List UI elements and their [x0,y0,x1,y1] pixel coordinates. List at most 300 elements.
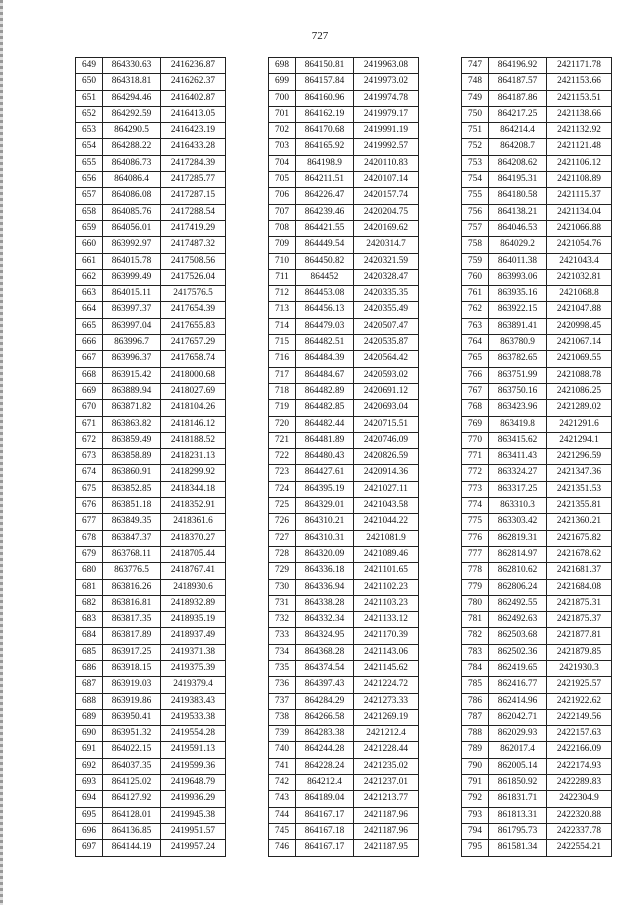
table-row [76,302,226,318]
y-coordinate-cell: 2421134.04 [547,204,612,220]
y-coordinate-cell: 2419936.29 [161,791,226,807]
x-coordinate-cell: 864208.7 [489,139,547,155]
y-coordinate-cell: 2417419.29 [161,220,226,236]
table-row [269,74,419,90]
y-coordinate-cell: 2419375.39 [161,660,226,676]
point-number-cell: 661 [76,253,103,269]
y-coordinate-cell: 2420110.83 [354,155,419,171]
x-coordinate-cell: 864449.54 [296,237,354,253]
y-coordinate-cell: 2421875.31 [547,595,612,611]
x-coordinate-cell: 864482.85 [296,400,354,416]
table-row [269,253,419,269]
point-number-cell: 729 [269,563,296,579]
y-coordinate-cell: 2421351.53 [547,481,612,497]
x-coordinate-cell: 864310.31 [296,530,354,546]
y-coordinate-cell: 2416433.28 [161,139,226,155]
table-row [269,204,419,220]
y-coordinate-cell: 2420314.7 [354,237,419,253]
point-number-cell: 759 [462,253,489,269]
y-coordinate-cell: 2421069.55 [547,351,612,367]
y-coordinate-cell: 2419957.24 [161,840,226,856]
x-coordinate-cell: 864452 [296,269,354,285]
x-coordinate-cell: 864395.19 [296,481,354,497]
x-coordinate-cell: 864368.28 [296,644,354,660]
table-row [462,775,612,791]
x-coordinate-cell: 864138.21 [489,204,547,220]
x-coordinate-cell: 864165.92 [296,139,354,155]
x-coordinate-cell: 863859.49 [103,432,161,448]
coordinate-table-3 [461,57,612,857]
table-row [462,563,612,579]
table-row [462,481,612,497]
table-row [462,90,612,106]
y-coordinate-cell: 2421044.22 [354,514,419,530]
y-coordinate-cell: 2421108.89 [547,172,612,188]
y-coordinate-cell: 2419963.08 [354,58,419,74]
x-coordinate-cell: 864211.51 [296,172,354,188]
x-coordinate-cell: 864397.43 [296,677,354,693]
x-coordinate-cell: 862814.97 [489,546,547,562]
y-coordinate-cell: 2420321.59 [354,253,419,269]
point-number-cell: 684 [76,628,103,644]
table-row [76,155,226,171]
table-row [269,612,419,628]
y-coordinate-cell: 2418231.13 [161,449,226,465]
table-row [462,351,612,367]
table-row [269,758,419,774]
x-coordinate-cell: 864427.61 [296,465,354,481]
point-number-cell: 662 [76,269,103,285]
x-coordinate-cell: 864266.58 [296,709,354,725]
x-coordinate-cell: 864374.54 [296,660,354,676]
table-row [462,123,612,139]
x-coordinate-cell: 864086.73 [103,155,161,171]
y-coordinate-cell: 2421047.88 [547,302,612,318]
point-number-cell: 705 [269,172,296,188]
x-coordinate-cell: 863951.32 [103,726,161,742]
y-coordinate-cell: 2421289.02 [547,400,612,416]
x-coordinate-cell: 861831.71 [489,791,547,807]
point-number-cell: 762 [462,302,489,318]
point-number-cell: 710 [269,253,296,269]
x-coordinate-cell: 863415.62 [489,432,547,448]
y-coordinate-cell: 2421089.46 [354,546,419,562]
point-number-cell: 785 [462,677,489,693]
table-row [462,269,612,285]
y-coordinate-cell: 2420157.74 [354,188,419,204]
x-coordinate-cell: 863999.49 [103,269,161,285]
x-coordinate-cell: 864086.4 [103,172,161,188]
y-coordinate-cell: 2421101.65 [354,563,419,579]
table-row [269,269,419,285]
y-coordinate-cell: 2416262.37 [161,74,226,90]
table-row [462,677,612,693]
point-number-cell: 708 [269,220,296,236]
table-row [462,498,612,514]
x-coordinate-cell: 864239.46 [296,204,354,220]
table-row [462,840,612,856]
y-coordinate-cell: 2421360.21 [547,514,612,530]
x-coordinate-cell: 864226.47 [296,188,354,204]
table-row [269,514,419,530]
point-number-cell: 711 [269,269,296,285]
y-coordinate-cell: 2421922.62 [547,693,612,709]
y-coordinate-cell: 2418932.89 [161,595,226,611]
y-coordinate-cell: 2421067.14 [547,335,612,351]
table-row [76,726,226,742]
x-coordinate-cell: 863782.65 [489,351,547,367]
y-coordinate-cell: 2421187.95 [354,840,419,856]
table-row [462,416,612,432]
x-coordinate-cell: 863950.41 [103,709,161,725]
point-number-cell: 715 [269,335,296,351]
table-row [269,335,419,351]
point-number-cell: 777 [462,546,489,562]
table-row [462,286,612,302]
point-number-cell: 660 [76,237,103,253]
point-number-cell: 764 [462,335,489,351]
point-number-cell: 653 [76,123,103,139]
table-row [462,807,612,823]
x-coordinate-cell: 864162.19 [296,106,354,122]
point-number-cell: 741 [269,758,296,774]
coordinate-table-2 [268,57,419,857]
x-coordinate-cell: 863889.94 [103,383,161,399]
x-coordinate-cell: 864292.59 [103,106,161,122]
table-row [76,58,226,74]
point-number-cell: 664 [76,302,103,318]
y-coordinate-cell: 2419648.79 [161,775,226,791]
y-coordinate-cell: 2420715.51 [354,416,419,432]
table-row [76,123,226,139]
x-coordinate-cell: 864284.29 [296,693,354,709]
x-coordinate-cell: 864208.62 [489,155,547,171]
x-coordinate-cell: 863750.16 [489,383,547,399]
y-coordinate-cell: 2420169.62 [354,220,419,236]
y-coordinate-cell: 2421213.77 [354,791,419,807]
x-coordinate-cell: 864450.82 [296,253,354,269]
x-coordinate-cell: 863303.42 [489,514,547,530]
y-coordinate-cell: 2416413.05 [161,106,226,122]
table-row [269,660,419,676]
table-row [76,139,226,155]
y-coordinate-cell: 2418299.92 [161,465,226,481]
point-number-cell: 775 [462,514,489,530]
table-row [269,823,419,839]
table-row [269,220,419,236]
table-row [462,302,612,318]
table-row [462,58,612,74]
y-coordinate-cell: 2420535.87 [354,335,419,351]
point-number-cell: 718 [269,383,296,399]
table-row [269,546,419,562]
table-row [462,709,612,725]
table-row [462,139,612,155]
table-row [76,318,226,334]
table-row [76,823,226,839]
table-row [269,318,419,334]
table-row [269,530,419,546]
x-coordinate-cell: 864482.89 [296,383,354,399]
table-row [76,432,226,448]
y-coordinate-cell: 2419371.38 [161,644,226,660]
x-coordinate-cell: 863751.99 [489,367,547,383]
y-coordinate-cell: 2421678.62 [547,546,612,562]
y-coordinate-cell: 2422337.78 [547,823,612,839]
point-number-cell: 746 [269,840,296,856]
x-coordinate-cell: 862492.63 [489,612,547,628]
y-coordinate-cell: 2421237.01 [354,775,419,791]
y-coordinate-cell: 2418361.6 [161,514,226,530]
point-number-cell: 673 [76,449,103,465]
x-coordinate-cell: 862042.71 [489,709,547,725]
point-number-cell: 767 [462,383,489,399]
y-coordinate-cell: 2416236.87 [161,58,226,74]
y-coordinate-cell: 2419533.38 [161,709,226,725]
y-coordinate-cell: 2421212.4 [354,726,419,742]
table-row [269,123,419,139]
table-row [76,563,226,579]
y-coordinate-cell: 2418370.27 [161,530,226,546]
table-row [462,791,612,807]
x-coordinate-cell: 863852.85 [103,481,161,497]
table-row [76,90,226,106]
point-number-cell: 769 [462,416,489,432]
y-coordinate-cell: 2421027.11 [354,481,419,497]
x-coordinate-cell: 864144.19 [103,840,161,856]
table-row [462,204,612,220]
y-coordinate-cell: 2419599.36 [161,758,226,774]
table-row [76,416,226,432]
point-number-cell: 724 [269,481,296,497]
x-coordinate-cell: 863780.9 [489,335,547,351]
table-row [76,286,226,302]
point-number-cell: 768 [462,400,489,416]
point-number-cell: 757 [462,220,489,236]
table-row [76,172,226,188]
x-coordinate-cell: 864180.58 [489,188,547,204]
y-coordinate-cell: 2418146.12 [161,416,226,432]
x-coordinate-cell: 862492.55 [489,595,547,611]
table-row [269,726,419,742]
point-number-cell: 787 [462,709,489,725]
point-number-cell: 766 [462,367,489,383]
y-coordinate-cell: 2421121.48 [547,139,612,155]
table-row [269,579,419,595]
point-number-cell: 667 [76,351,103,367]
point-number-cell: 677 [76,514,103,530]
x-coordinate-cell: 864128.01 [103,807,161,823]
x-coordinate-cell: 863860.91 [103,465,161,481]
point-number-cell: 669 [76,383,103,399]
point-number-cell: 774 [462,498,489,514]
y-coordinate-cell: 2420914.36 [354,465,419,481]
x-coordinate-cell: 863776.5 [103,563,161,579]
point-number-cell: 755 [462,188,489,204]
point-number-cell: 771 [462,449,489,465]
point-number-cell: 697 [76,840,103,856]
y-coordinate-cell: 2422289.83 [547,775,612,791]
binding-edge [0,0,3,905]
table-row [462,546,612,562]
x-coordinate-cell: 863997.37 [103,302,161,318]
point-number-cell: 788 [462,726,489,742]
y-coordinate-cell: 2418344.18 [161,481,226,497]
y-coordinate-cell: 2421106.12 [547,155,612,171]
y-coordinate-cell: 2421879.85 [547,644,612,660]
x-coordinate-cell: 864336.94 [296,579,354,595]
table-row [269,188,419,204]
y-coordinate-cell: 2417654.39 [161,302,226,318]
y-coordinate-cell: 2421138.66 [547,106,612,122]
point-number-cell: 674 [76,465,103,481]
point-number-cell: 678 [76,530,103,546]
point-number-cell: 679 [76,546,103,562]
table-row [462,465,612,481]
table-row [76,775,226,791]
table-row [76,693,226,709]
point-number-cell: 655 [76,155,103,171]
table-row [76,465,226,481]
y-coordinate-cell: 2420998.45 [547,318,612,334]
table-row [76,74,226,90]
table-row [462,335,612,351]
point-number-cell: 670 [76,400,103,416]
point-number-cell: 742 [269,775,296,791]
y-coordinate-cell: 2416402.87 [161,90,226,106]
y-coordinate-cell: 2417487.32 [161,237,226,253]
y-coordinate-cell: 2421675.82 [547,530,612,546]
x-coordinate-cell: 864217.25 [489,106,547,122]
y-coordinate-cell: 2421294.1 [547,432,612,448]
x-coordinate-cell: 864244.28 [296,742,354,758]
point-number-cell: 709 [269,237,296,253]
y-coordinate-cell: 2421296.59 [547,449,612,465]
x-coordinate-cell: 863816.81 [103,595,161,611]
point-number-cell: 656 [76,172,103,188]
point-number-cell: 686 [76,660,103,676]
table-row [76,807,226,823]
x-coordinate-cell: 864456.13 [296,302,354,318]
x-coordinate-cell: 864212.4 [296,775,354,791]
x-coordinate-cell: 863817.89 [103,628,161,644]
table-row [76,449,226,465]
table-row [462,595,612,611]
x-coordinate-cell: 864029.2 [489,237,547,253]
y-coordinate-cell: 2421273.33 [354,693,419,709]
y-coordinate-cell: 2421153.66 [547,74,612,90]
table-row [462,432,612,448]
table-row [462,172,612,188]
x-coordinate-cell: 863919.03 [103,677,161,693]
table-row [462,758,612,774]
point-number-cell: 761 [462,286,489,302]
x-coordinate-cell: 863997.04 [103,318,161,334]
x-coordinate-cell: 864056.01 [103,220,161,236]
y-coordinate-cell: 2417284.39 [161,155,226,171]
table-row [76,595,226,611]
table-row [269,742,419,758]
point-number-cell: 758 [462,237,489,253]
point-number-cell: 738 [269,709,296,725]
x-coordinate-cell: 863858.89 [103,449,161,465]
x-coordinate-cell: 864011.38 [489,253,547,269]
table-row [269,775,419,791]
y-coordinate-cell: 2421875.37 [547,612,612,628]
point-number-cell: 731 [269,595,296,611]
y-coordinate-cell: 2421930.3 [547,660,612,676]
point-number-cell: 689 [76,709,103,725]
table-row [76,546,226,562]
table-row [76,253,226,269]
y-coordinate-cell: 2417655.83 [161,318,226,334]
x-coordinate-cell: 862819.31 [489,530,547,546]
table-row [462,155,612,171]
table-row [462,237,612,253]
y-coordinate-cell: 2421081.9 [354,530,419,546]
y-coordinate-cell: 2420691.12 [354,383,419,399]
table-row [269,172,419,188]
y-coordinate-cell: 2417526.04 [161,269,226,285]
table-row [76,660,226,676]
table-row [76,514,226,530]
x-coordinate-cell: 863919.86 [103,693,161,709]
point-number-cell: 657 [76,188,103,204]
y-coordinate-cell: 2421103.23 [354,595,419,611]
x-coordinate-cell: 864330.63 [103,58,161,74]
point-number-cell: 778 [462,563,489,579]
table-row [269,644,419,660]
x-coordinate-cell: 864136.85 [103,823,161,839]
y-coordinate-cell: 2420693.04 [354,400,419,416]
y-coordinate-cell: 2419945.38 [161,807,226,823]
y-coordinate-cell: 2418705.44 [161,546,226,562]
point-number-cell: 723 [269,465,296,481]
y-coordinate-cell: 2419379.4 [161,677,226,693]
point-number-cell: 749 [462,90,489,106]
y-coordinate-cell: 2422157.63 [547,726,612,742]
point-number-cell: 693 [76,775,103,791]
y-coordinate-cell: 2416423.19 [161,123,226,139]
point-number-cell: 692 [76,758,103,774]
point-number-cell: 706 [269,188,296,204]
x-coordinate-cell: 864283.38 [296,726,354,742]
y-coordinate-cell: 2419973.02 [354,74,419,90]
table-row [76,335,226,351]
y-coordinate-cell: 2421066.88 [547,220,612,236]
table-row [76,220,226,236]
x-coordinate-cell: 863817.35 [103,612,161,628]
table-row [269,286,419,302]
x-coordinate-cell: 864187.86 [489,90,547,106]
y-coordinate-cell: 2417287.15 [161,188,226,204]
x-coordinate-cell: 864228.24 [296,758,354,774]
point-number-cell: 772 [462,465,489,481]
y-coordinate-cell: 2421043.4 [547,253,612,269]
y-coordinate-cell: 2418767.41 [161,563,226,579]
y-coordinate-cell: 2421170.39 [354,628,419,644]
x-coordinate-cell: 863863.82 [103,416,161,432]
table-row [76,579,226,595]
y-coordinate-cell: 2420593.02 [354,367,419,383]
x-coordinate-cell: 864288.22 [103,139,161,155]
y-coordinate-cell: 2417285.77 [161,172,226,188]
y-coordinate-cell: 2418104.26 [161,400,226,416]
table-row [269,400,419,416]
table-row [76,269,226,285]
x-coordinate-cell: 864198.9 [296,155,354,171]
point-number-cell: 794 [462,823,489,839]
